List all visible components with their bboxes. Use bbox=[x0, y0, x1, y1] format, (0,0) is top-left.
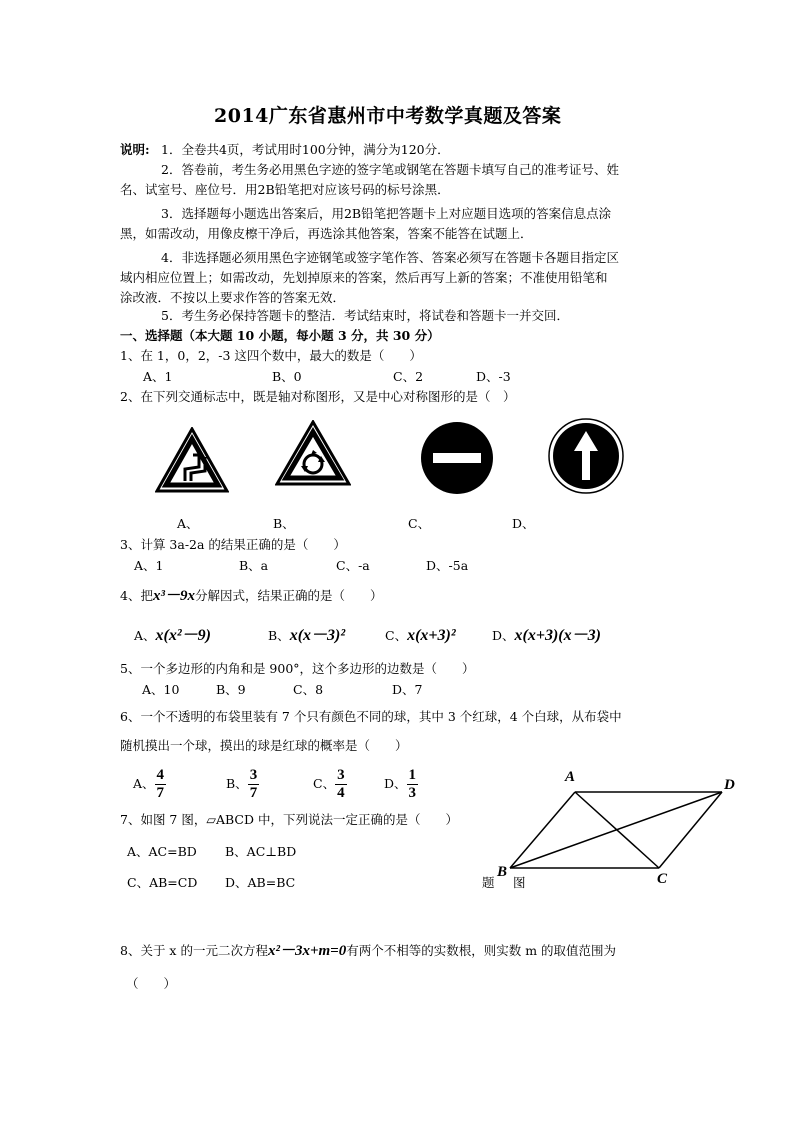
q4-option-d-expr: x(x+3)(x－3) bbox=[514, 627, 601, 644]
q7-stem: 7、如图 7 图，▱ABCD 中，下列说法一定正确的是（ ） bbox=[120, 812, 458, 827]
q8-pre: 8、关于 x 的一元二次方程 bbox=[120, 943, 268, 958]
instructions-label: 说明: bbox=[120, 142, 150, 157]
vertex-label-a: A bbox=[565, 769, 576, 785]
q6-option-b-fraction bbox=[248, 767, 260, 802]
q4-option-a bbox=[134, 627, 211, 645]
q4-option-a-expr: x(x²－9) bbox=[155, 627, 211, 644]
q1-stem: 1、在 1，0，2，-3 这四个数中，最大的数是（ ） bbox=[120, 348, 422, 363]
q4-option-b-label: B、 bbox=[268, 628, 290, 643]
q6-option-a-fraction bbox=[155, 767, 167, 802]
q6-c-denominator: 4 bbox=[337, 785, 345, 801]
q6-a-denominator: 7 bbox=[156, 785, 165, 801]
q4-expression: x³－9x bbox=[152, 588, 195, 604]
q6-a-numerator: 4 bbox=[156, 767, 165, 783]
q6-d-denominator: 3 bbox=[408, 785, 417, 801]
q4-option-d bbox=[492, 627, 601, 645]
instruction-3a: 3．选择题每小题选出答案后，用2B铅笔把答题卡上对应题目选项的答案信息点涂 bbox=[161, 206, 612, 221]
q3-option-c: C、-a bbox=[336, 558, 370, 573]
q1-option-a: A、1 bbox=[143, 369, 173, 384]
q4-option-c-label: C、 bbox=[385, 628, 408, 643]
q4-option-c bbox=[385, 627, 456, 645]
instruction-4c: 涂改液．不按以上要求作答的答案无效． bbox=[120, 290, 346, 305]
q6-line1: 6、一个不透明的布袋里装有 7 个只有颜色不同的球，其中 3 个红球，4 个白球，从布袋中 bbox=[120, 709, 622, 724]
instruction-5: 5．考生务必保持答题卡的整洁．考试结束时，将试卷和答题卡一并交回． bbox=[161, 308, 569, 323]
q7-option-c: C、AB=CD bbox=[127, 875, 198, 890]
q2-option-c: C、 bbox=[408, 516, 431, 531]
figure-caption-post: 图 bbox=[513, 875, 526, 890]
parallelogram-figure bbox=[500, 780, 730, 880]
q4-option-b-expr: x(x－3)² bbox=[289, 627, 346, 644]
q3-option-b: B、a bbox=[239, 558, 269, 573]
q7-option-d: D、AB=BC bbox=[225, 875, 296, 890]
q3-option-d: D、-5a bbox=[426, 558, 469, 573]
q4-option-d-label: D、 bbox=[492, 628, 515, 643]
q7-option-b: B、AC⊥BD bbox=[225, 844, 297, 859]
q1-option-c: C、2 bbox=[393, 369, 424, 384]
q2-option-a: A、 bbox=[177, 516, 199, 531]
q8-answer-blank: （ ） bbox=[126, 976, 177, 991]
q6-b-denominator: 7 bbox=[249, 785, 258, 801]
q4-option-b bbox=[268, 627, 345, 645]
instruction-4b: 域内相应位置上；如需改动，先划掉原来的答案，然后再写上新的答案；不准使用铅笔和 bbox=[120, 270, 608, 285]
q7-option-a: A、AC=BD bbox=[127, 844, 197, 859]
q4-option-c-expr: x(x+3)² bbox=[407, 627, 456, 644]
q6-line2: 随机摸出一个球，摸出的球是红球的概率是（ ） bbox=[120, 738, 408, 753]
q8-expression: x²－3x+m=0 bbox=[267, 943, 347, 959]
q6-option-b-label: B、 bbox=[226, 776, 248, 791]
q8-post: 有两个不相等的实数根，则实数 m 的取值范围为 bbox=[346, 943, 617, 958]
roundabout-warning-sign-icon bbox=[275, 420, 351, 486]
instruction-2b: 名、试室号、座位号．用2B铅笔把对应该号码的标号涂黑． bbox=[120, 182, 450, 197]
q2-option-d: D、 bbox=[512, 516, 535, 531]
q1-option-b: B、0 bbox=[272, 369, 302, 384]
q5-option-b: B、9 bbox=[216, 682, 246, 697]
q6-b-numerator: 3 bbox=[249, 767, 258, 783]
q6-option-a bbox=[133, 767, 166, 802]
q3-stem: 3、计算 3a-2a 的结果正确的是（ ） bbox=[120, 537, 346, 552]
straight-ahead-sign-icon bbox=[548, 418, 624, 494]
q8-stem bbox=[120, 942, 616, 960]
q6-option-d-fraction bbox=[407, 767, 419, 802]
instruction-4a: 4．非选择题必须用黑色字迹钢笔或签字笔作答、答案必须写在答题卡各题目指定区 bbox=[161, 250, 619, 265]
q5-stem: 5、一个多边形的内角和是 900°，这个多边形的边数是（ ） bbox=[120, 661, 475, 676]
q6-option-c-fraction bbox=[335, 767, 347, 802]
instruction-2a: 2．答卷前，考生务必用黑色字迹的签字笔或钢笔在答题卡填写自己的准考证号、姓 bbox=[161, 162, 619, 177]
q5-option-c: C、8 bbox=[293, 682, 324, 697]
q1-option-d: D、-3 bbox=[476, 369, 511, 384]
q6-option-d bbox=[384, 767, 418, 802]
vertex-label-c: C bbox=[657, 871, 668, 887]
q6-c-numerator: 3 bbox=[337, 767, 345, 783]
q4-post: 分解因式，结果正确的是（ ） bbox=[194, 588, 383, 603]
q3-option-a: A、1 bbox=[134, 558, 164, 573]
vertex-label-b: B bbox=[497, 864, 508, 880]
q6-d-numerator: 1 bbox=[408, 767, 417, 783]
q4-stem bbox=[120, 587, 382, 605]
q6-option-d-label: D、 bbox=[384, 776, 407, 791]
figure-caption-pre: 题 bbox=[482, 875, 495, 890]
instruction-3b: 黑，如需改动，用像皮檫干净后，再选涂其他答案，答案不能答在试题上． bbox=[120, 226, 533, 241]
q6-option-c-label: C、 bbox=[313, 776, 336, 791]
q4-pre: 4、把 bbox=[120, 588, 153, 603]
warning-curve-sign-icon bbox=[155, 427, 229, 493]
instruction-1: 1．全卷共4页，考试用时100分钟，满分为120分． bbox=[161, 142, 450, 157]
q5-option-a: A、10 bbox=[142, 682, 180, 697]
section-heading: 一、选择题（本大题 10 小题，每小题 3 分，共 30 分） bbox=[120, 328, 440, 343]
q2-stem: 2、在下列交通标志中，既是轴对称图形，又是中心对称图形的是（ ） bbox=[120, 389, 516, 404]
vertex-label-d: D bbox=[724, 777, 735, 793]
q6-option-c bbox=[313, 767, 347, 802]
q6-option-a-label: A、 bbox=[133, 776, 155, 791]
q2-option-b: B、 bbox=[273, 516, 295, 531]
q6-option-b bbox=[226, 767, 259, 802]
page-title: 2014广东省惠州市中考数学真题及答案 bbox=[214, 105, 562, 127]
q5-option-d: D、7 bbox=[392, 682, 423, 697]
no-entry-sign-icon bbox=[419, 420, 495, 496]
q4-option-a-label: A、 bbox=[134, 628, 156, 643]
